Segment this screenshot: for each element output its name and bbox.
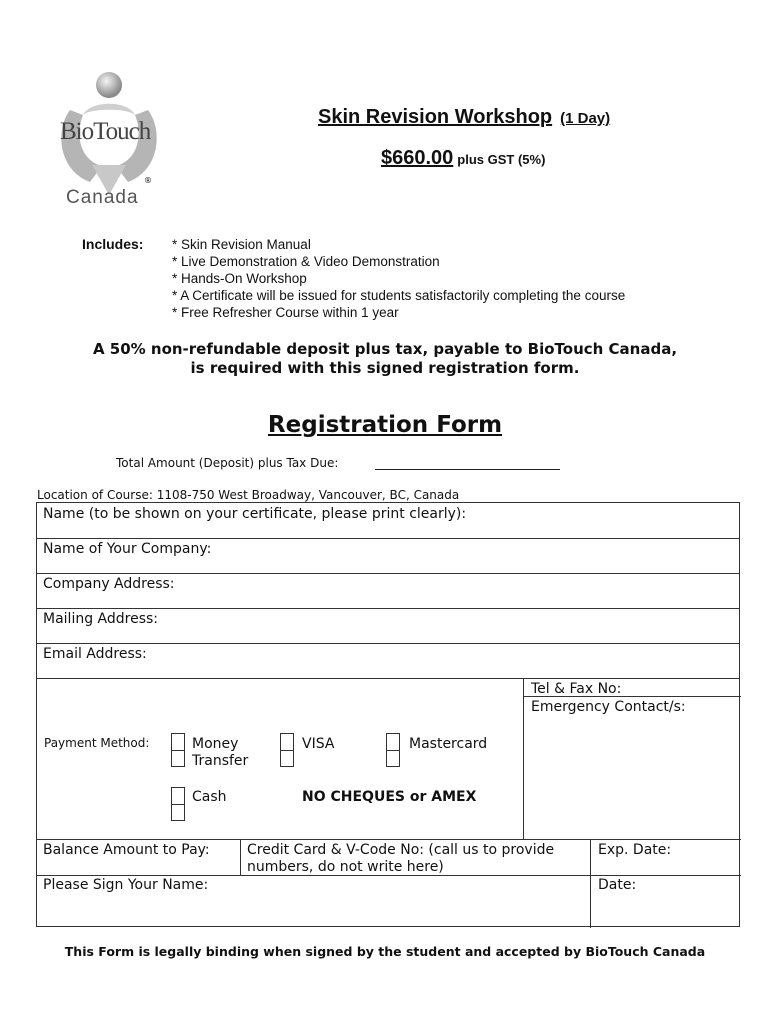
signature-label[interactable]: Please Sign Your Name: [43, 877, 209, 893]
divider [590, 839, 591, 928]
registration-form-title: Registration Form [267, 412, 503, 438]
includes-item: * Skin Revision Manual [172, 237, 311, 252]
email-row[interactable] [37, 644, 739, 679]
date-label[interactable]: Date: [598, 877, 637, 893]
company-row[interactable] [37, 539, 739, 574]
price-amount: $660.00 [381, 147, 454, 169]
exp-date-label[interactable]: Exp. Date: [598, 842, 672, 858]
mailing-address-label: Mailing Address: [43, 611, 159, 627]
total-due-field[interactable] [375, 469, 560, 470]
legal-footer: This Form is legally binding when signed by the student and accepted by BioTouch Canada [64, 944, 706, 959]
mailing-address-row[interactable] [37, 609, 739, 644]
divider [240, 839, 241, 875]
total-due-label: Total Amount (Deposit) plus Tax Due: [116, 456, 339, 470]
visa-label: VISA [302, 736, 335, 752]
cash-checkbox[interactable] [171, 787, 185, 821]
logo-country: Canada [66, 187, 139, 208]
workshop-name: Skin Revision Workshop [318, 106, 553, 128]
cash-label: Cash [192, 789, 227, 805]
name-label: Name (to be shown on your certificate, please print clearly): [43, 506, 467, 522]
payment-method-label: Payment Method: [44, 736, 150, 750]
emergency-contact-label[interactable]: Emergency Contact/s: [531, 699, 686, 715]
divider [523, 679, 524, 839]
email-label: Email Address: [43, 646, 147, 662]
includes-item: * Live Demonstration & Video Demonstration [172, 254, 440, 269]
includes-item: * Hands-On Workshop [172, 271, 307, 286]
workshop-title [318, 106, 610, 129]
visa-checkbox[interactable] [280, 733, 294, 767]
mastercard-label: Mastercard [409, 736, 488, 752]
logo-brand: BioTouch [60, 118, 151, 145]
deposit-line-1: A 50% non-refundable deposit plus tax, payable to BioTouch Canada, [92, 340, 678, 358]
money-transfer-checkbox[interactable] [171, 733, 185, 767]
registered-mark: ® [144, 176, 152, 185]
workshop-duration: (1 Day) [560, 110, 611, 127]
money-transfer-label: Money Transfer [192, 736, 249, 769]
workshop-price [381, 147, 545, 170]
credit-card-label[interactable]: Credit Card & V-Code No: (call us to provide numbers, do not write here) [247, 842, 555, 875]
registration-table [36, 502, 740, 927]
name-row[interactable] [37, 503, 739, 539]
deposit-notice [40, 340, 730, 378]
includes-label: Includes: [82, 236, 144, 252]
balance-label[interactable]: Balance Amount to Pay: [43, 842, 210, 858]
deposit-line-2: is required with this signed registration form. [190, 359, 580, 377]
company-label: Name of Your Company: [43, 541, 212, 557]
payment-notice: NO CHEQUES or AMEX [302, 789, 477, 805]
price-tax-note: plus GST (5%) [457, 152, 546, 167]
tel-fax-label[interactable]: Tel & Fax No: [531, 681, 622, 697]
company-address-label: Company Address: [43, 576, 175, 592]
course-location: Location of Course: 1108-750 West Broadway, Vancouver, BC, Canada [37, 488, 460, 502]
includes-item: * A Certificate will be issued for students satisfactorily completing the course [172, 288, 626, 303]
divider [37, 839, 741, 840]
includes-item: * Free Refresher Course within 1 year [172, 305, 399, 320]
includes-list [172, 236, 625, 321]
divider [37, 875, 741, 876]
mastercard-checkbox[interactable] [386, 733, 400, 767]
company-address-row[interactable] [37, 574, 739, 609]
